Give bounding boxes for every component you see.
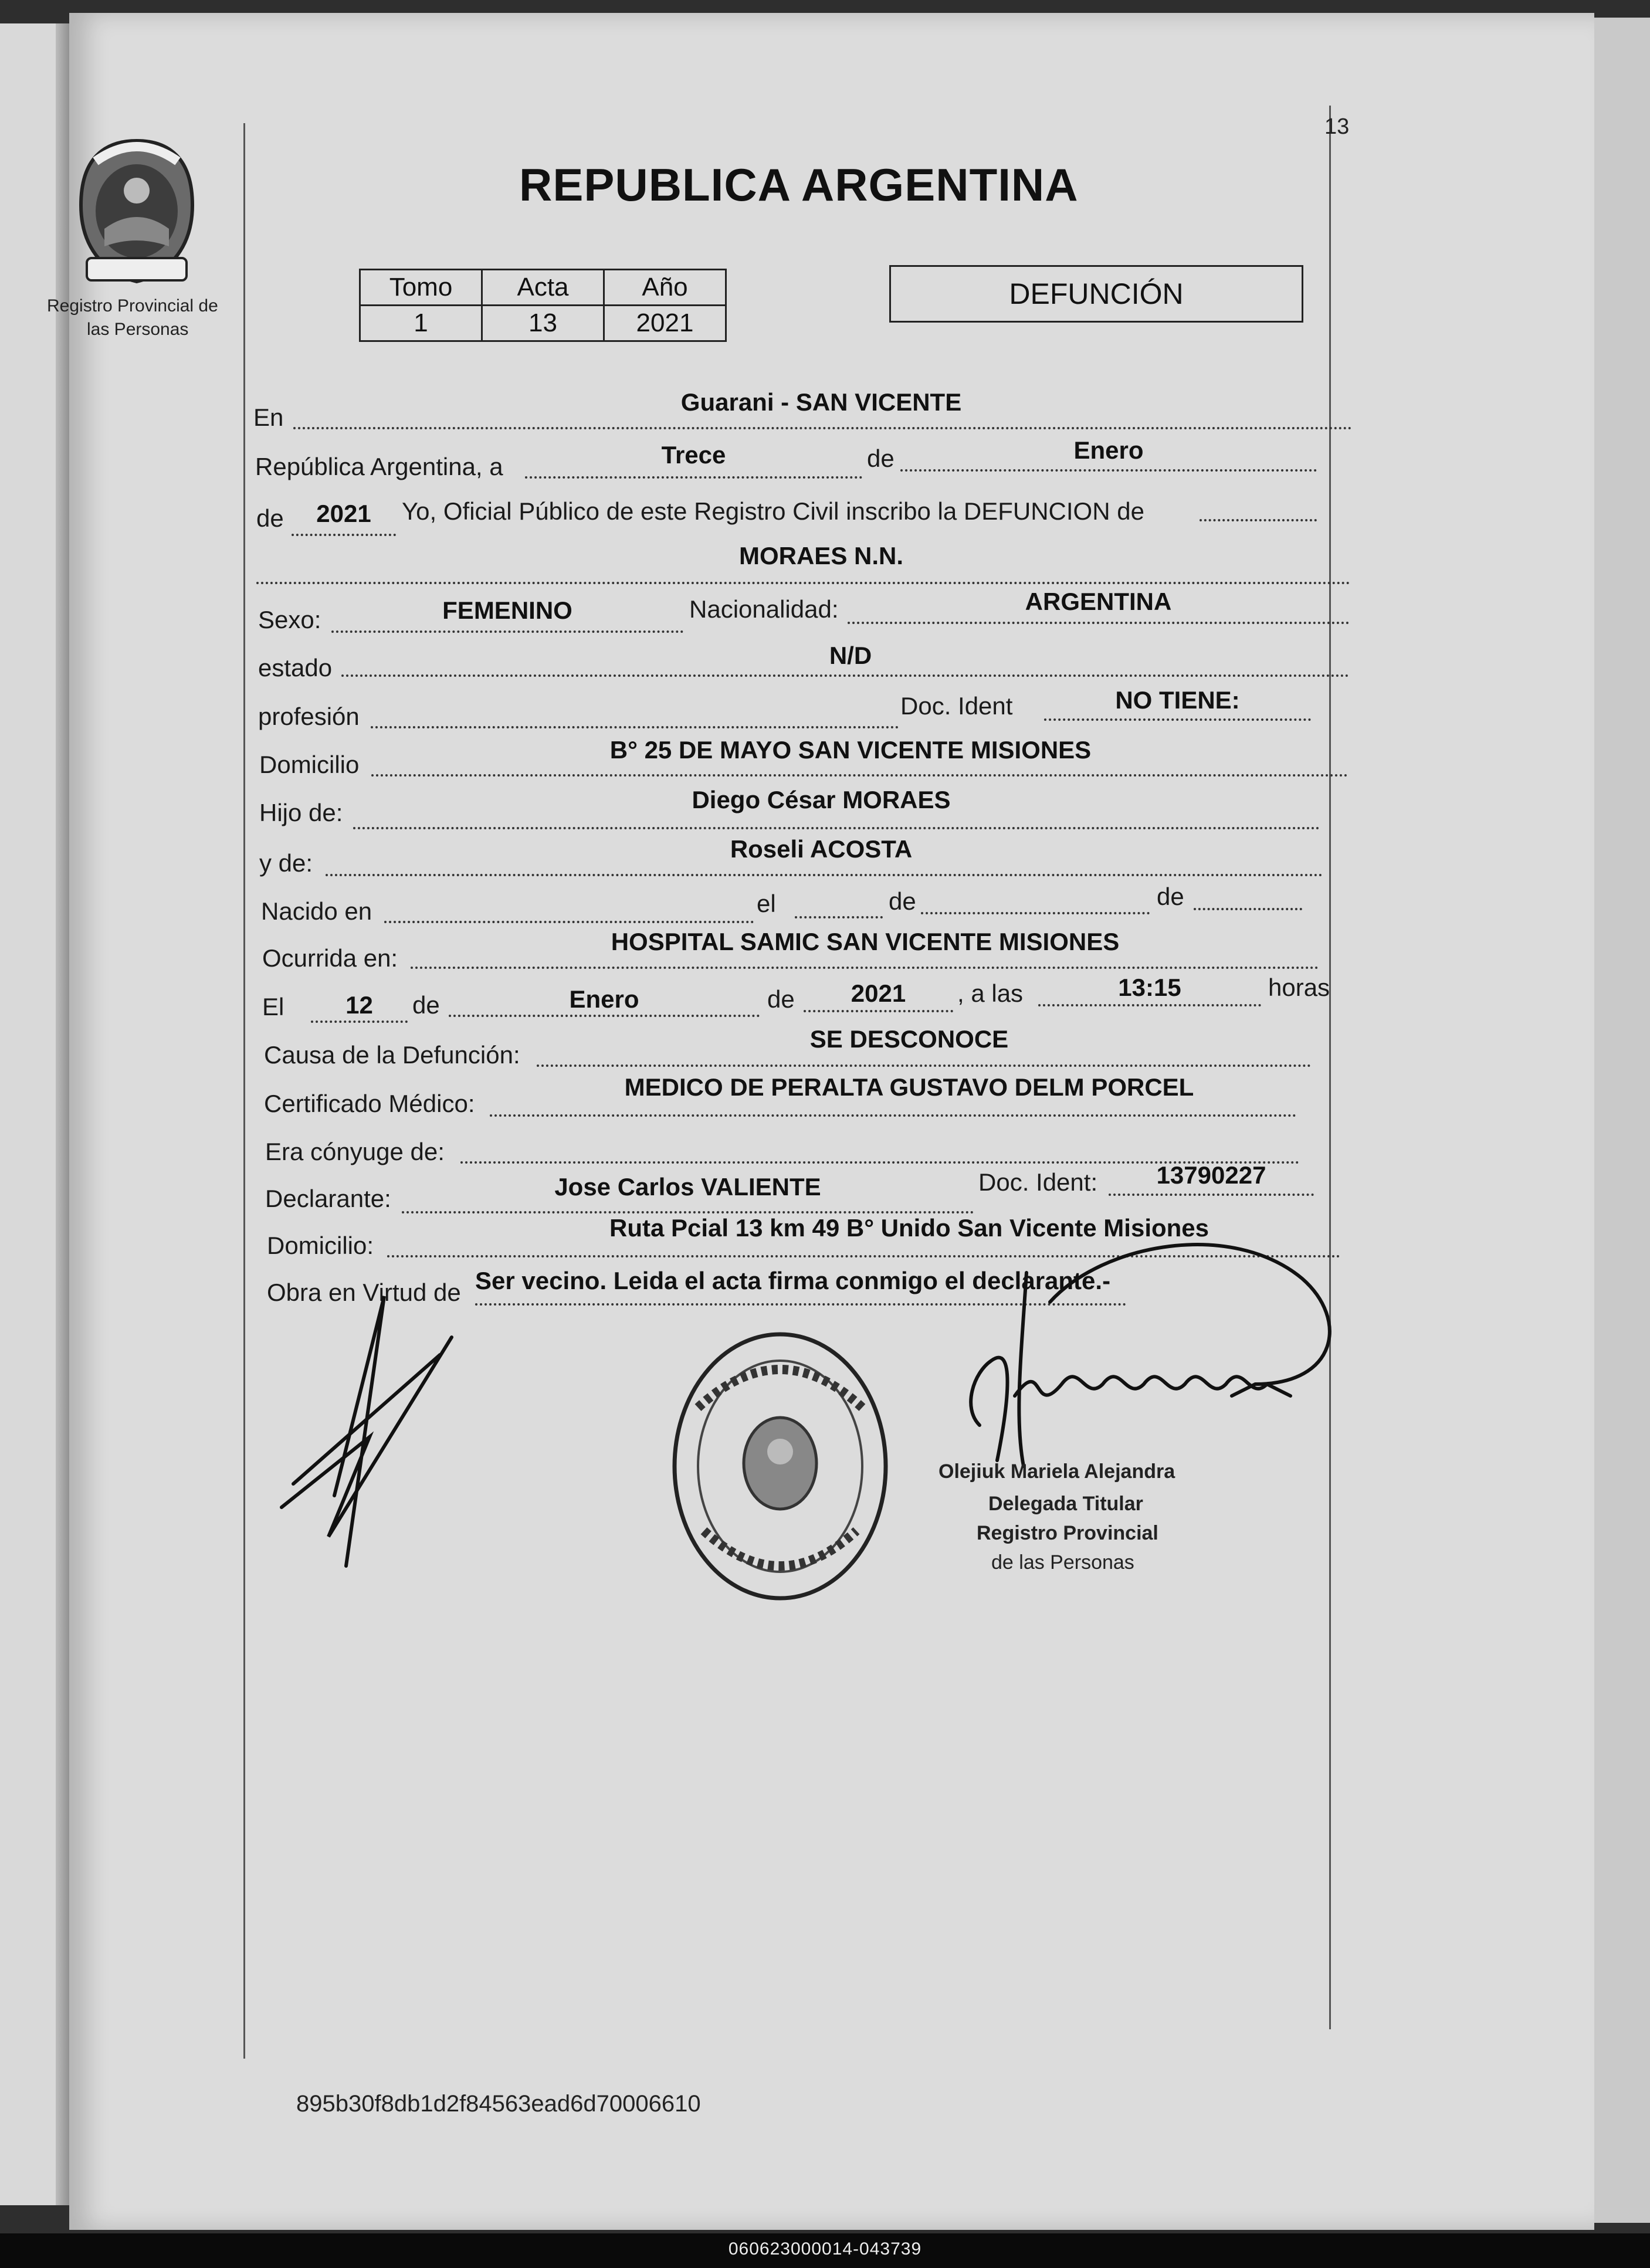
dotted-line — [490, 1114, 1296, 1117]
value-ocurrida-en: HOSPITAL SAMIC SAN VICENTE MISIONES — [611, 928, 1120, 955]
official-stamp — [663, 1320, 897, 1613]
left-margin-line — [243, 123, 245, 2059]
label-de: de — [1157, 883, 1184, 910]
registry-name: Registro Provincial de — [47, 296, 218, 316]
label-doc-ident: Doc. Ident — [900, 692, 1013, 720]
label-profesion: profesión — [258, 703, 360, 730]
officer-signature — [927, 1208, 1349, 1478]
value-sexo: FEMENINO — [442, 596, 572, 624]
label-de: de — [867, 445, 895, 472]
value-obra: Ser vecino. Leida el acta firma conmigo el declarante.- — [475, 1267, 1111, 1294]
document-title: REPUBLICA ARGENTINA — [519, 159, 1079, 211]
dotted-line — [256, 582, 1350, 584]
dotted-line — [449, 1015, 760, 1017]
value-dia-defuncion: 12 — [345, 991, 373, 1019]
value-acta: 13 — [482, 306, 604, 341]
value-dia-texto: Trece — [661, 441, 726, 469]
dotted-line — [525, 476, 862, 479]
dotted-line — [292, 534, 396, 536]
value-causa: SE DESCONOCE — [809, 1025, 1009, 1053]
dotted-line — [353, 827, 1320, 829]
dotted-line — [804, 1010, 953, 1012]
label-yo-oficial: Yo, Oficial Público de este Registro Civil inscribo la DEFUNCION de — [402, 497, 1144, 525]
label-el: el — [757, 890, 776, 917]
dotted-line — [371, 726, 899, 728]
value-certificado: MEDICO DE PERALTA GUSTAVO DELM PORCEL — [624, 1073, 1194, 1101]
label-estado: estado — [258, 654, 333, 682]
dotted-line — [537, 1064, 1311, 1067]
label-nacido-en: Nacido en — [261, 897, 372, 925]
value-mes: Enero — [1073, 436, 1144, 464]
dotted-line — [900, 469, 1317, 472]
dotted-line — [402, 1211, 974, 1213]
value-hora: 13:15 — [1118, 974, 1181, 1001]
label-el: El — [262, 993, 284, 1021]
value-padre: Diego César MORAES — [692, 786, 951, 813]
dotted-line — [921, 912, 1150, 914]
dotted-line — [384, 921, 754, 923]
value-domicilio: B° 25 DE MAYO SAN VICENTE MISIONES — [609, 736, 1092, 764]
label-conyuge: Era cónyuge de: — [265, 1138, 445, 1165]
dotted-line — [331, 630, 683, 633]
value-nombre: MORAES N.N. — [738, 542, 903, 569]
label-a-las: , a las — [957, 979, 1024, 1007]
officer-office: Registro Provincial — [977, 1522, 1158, 1544]
label-sexo: Sexo: — [258, 606, 321, 633]
label-doc-ident-declarante: Doc. Ident: — [978, 1168, 1098, 1196]
value-anio: 2021 — [316, 500, 371, 527]
record-type-box: DEFUNCIÓN — [889, 265, 1303, 323]
dotted-line — [1038, 1004, 1261, 1006]
value-declarante: Jose Carlos VALIENTE — [554, 1173, 821, 1201]
label-declarante: Declarante: — [265, 1185, 391, 1212]
dotted-line — [311, 1021, 408, 1023]
value-lugar: Guarani - SAN VICENTE — [680, 388, 962, 416]
officer-role: Delegada Titular — [988, 1493, 1143, 1515]
label-certificado: Certificado Médico: — [264, 1090, 475, 1117]
document-page — [69, 13, 1594, 2230]
dotted-line — [848, 622, 1349, 624]
dotted-line — [1109, 1194, 1314, 1196]
record-table — [359, 269, 727, 342]
label-domicilio: Domicilio — [259, 751, 360, 778]
value-mes-defuncion: Enero — [569, 985, 639, 1013]
label-domicilio-declarante: Domicilio: — [267, 1232, 374, 1259]
label-causa: Causa de la Defunción: — [264, 1041, 520, 1069]
label-de: de — [412, 991, 440, 1019]
dotted-line — [795, 916, 883, 918]
value-declarante-doc: 13790227 — [1156, 1161, 1266, 1189]
label-republica: República Argentina, a — [255, 453, 503, 480]
dotted-line — [341, 674, 1349, 677]
dotted-line — [411, 967, 1319, 969]
value-anio-defuncion: 2021 — [851, 979, 906, 1007]
province-logo — [69, 135, 204, 287]
value-tomo: 1 — [360, 306, 482, 341]
value-anio: 2021 — [604, 306, 726, 341]
header-anio: Año — [604, 270, 726, 306]
officer-office-line2: de las Personas — [991, 1551, 1134, 1574]
label-horas: horas — [1268, 974, 1330, 1001]
dotted-line — [1044, 718, 1311, 721]
document-hash: 895b30f8db1d2f84563ead6d70006610 — [296, 2091, 701, 2117]
label-nacionalidad: Nacionalidad: — [689, 595, 839, 623]
header-acta: Acta — [482, 270, 604, 306]
dotted-line — [326, 874, 1323, 876]
value-madre: Roseli ACOSTA — [730, 835, 913, 863]
dotted-line — [1194, 908, 1302, 910]
value-declarante-domicilio: Ruta Pcial 13 km 49 B° Unido San Vicente Misiones — [609, 1214, 1209, 1242]
value-doc-ident: NO TIENE: — [1115, 686, 1240, 714]
scan-code: 060623000014-043739 — [728, 2239, 922, 2259]
label-y-de: y de: — [259, 849, 313, 877]
right-margin-line — [1329, 106, 1331, 2029]
page-number: 13 — [1324, 114, 1350, 139]
label-en: En — [253, 404, 284, 431]
label-hijo-de: Hijo de: — [259, 799, 343, 826]
value-nacionalidad: ARGENTINA — [1025, 588, 1172, 615]
label-ocurrida-en: Ocurrida en: — [262, 944, 398, 972]
dotted-line — [1200, 519, 1317, 521]
declarant-signature — [258, 1261, 481, 1589]
label-de: de — [256, 504, 284, 532]
officer-name: Olejiuk Mariela Alejandra — [938, 1460, 1175, 1483]
label-de: de — [767, 985, 795, 1013]
dotted-line — [293, 427, 1352, 429]
value-estado: N/D — [829, 642, 872, 669]
dotted-line — [371, 774, 1348, 777]
header-tomo: Tomo — [360, 270, 482, 306]
label-de: de — [889, 887, 916, 915]
label-obra: Obra en Virtud de — [267, 1279, 461, 1306]
registry-name-line2: las Personas — [87, 320, 189, 339]
